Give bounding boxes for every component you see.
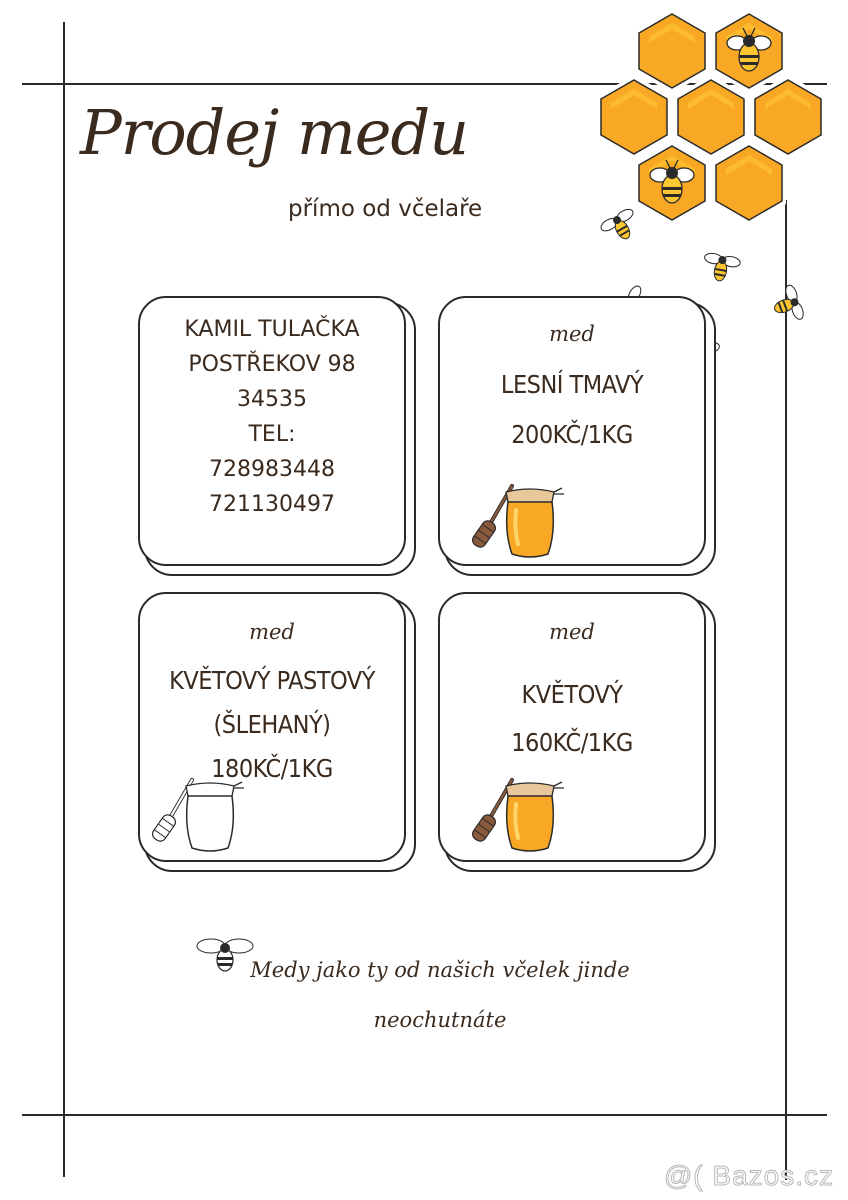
product-variant: (ŠLEHANÝ) (213, 710, 331, 739)
contact-card (138, 296, 406, 566)
honeycomb-icon (595, 5, 835, 235)
product-card-kvetovy-pastovy (138, 592, 406, 862)
honey-dipper-icon (150, 780, 192, 843)
bee-icon (698, 245, 744, 291)
frame-left-line (63, 22, 65, 1177)
bee-icon (764, 282, 810, 328)
page-title: Prodej medu (80, 96, 469, 169)
honey-dipper-icon (470, 780, 512, 843)
product-card-kvetovy (438, 592, 706, 862)
product-price: 200KČ/1KG (511, 420, 633, 449)
contact-zip: 34535 (237, 387, 307, 412)
product-price: 180KČ/1KG (211, 754, 333, 783)
contact-phone-2[interactable]: 721130497 (209, 492, 335, 517)
orange-honey-jar-icon (468, 482, 568, 562)
slogan-line-2: neochutnáte (373, 1008, 507, 1032)
slogan-line-1: Medy jako ty od našich včelek jinde (250, 958, 630, 982)
orange-honey-jar-icon (468, 776, 568, 856)
watermark (664, 1160, 834, 1192)
product-name: KVĚTOVÝ (521, 680, 623, 709)
frame-right-line (785, 200, 787, 1180)
page-subtitle: přímo od včelaře (288, 196, 483, 222)
contact-tel-label: TEL: (248, 422, 296, 447)
contact-block (140, 312, 404, 522)
product-kicker: med (249, 620, 295, 644)
product-name: LESNÍ TMAVÝ (500, 370, 644, 399)
product-kicker: med (549, 322, 595, 346)
watermark-at-icon: @( (663, 1160, 713, 1191)
contact-address: POSTŘEKOV 98 (188, 352, 356, 377)
contact-name: KAMIL TULAČKA (184, 317, 360, 342)
watermark-text: Bazos.cz (712, 1160, 834, 1191)
product-name: KVĚTOVÝ PASTOVÝ (169, 666, 375, 695)
product-kicker: med (549, 620, 595, 644)
product-card-lesni-tmavy (438, 296, 706, 566)
frame-bottom-line (22, 1114, 827, 1116)
contact-phone-1[interactable]: 728983448 (209, 457, 335, 482)
honey-dipper-icon (470, 486, 512, 549)
bee-icon (598, 204, 644, 250)
product-price: 160KČ/1KG (511, 728, 633, 757)
white-cream-jar-icon (148, 776, 248, 856)
